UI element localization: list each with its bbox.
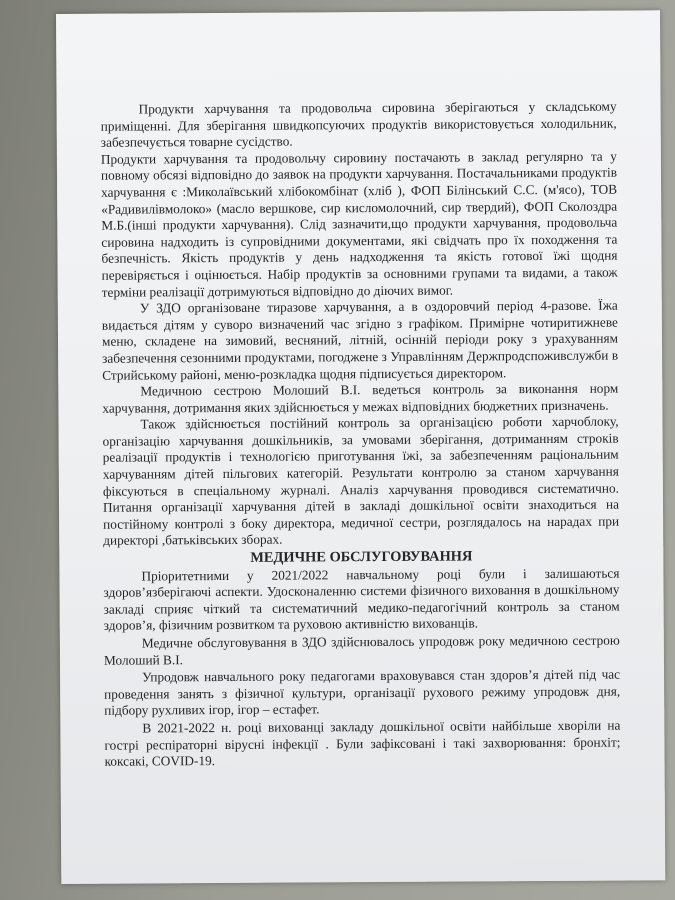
paragraph-medical-service: Медичне обслуговування в ЗДО здійснювалось упродовж року медичною сестрою Молоший В.І. [103, 632, 620, 668]
paragraph-kitchen-control: Також здійснюється постійний контроль за організацією роботи харчоблоку, організацію харчування дошкільників, за умовами зберігання, дотриманням строків реалізації продуктів і технологією приготування їжі, за забезпеченням раціональним харчуванням дітей пільгових категорій. Результати контролю за станом харчування фіксуються в спеціальному журналі. Аналіз харчування проводився систематично. Питання організації харчування дітей в закладі дошкільної освіти знаходиться на постійному контролі з боку директора, медичної сестри, розглядалось на нарадах при директорі ,батьківських зборах. [102, 413, 620, 549]
section-title-medical: МЕДИЧНЕ ОБСЛУГОВУВАННЯ [250, 548, 473, 566]
paragraph-illnesses: В 2021-2022 н. році вихованці закладу дошкільної освіти найбільше хворіли на гострі респіраторні вірусні інфекції . Були зафіксовані і такі захворювання: бронхіт; коксакі, COVID-19. [104, 717, 621, 769]
paragraph-meal-schedule: У ЗДО організоване тиразове харчування, а в оздоровчий період 4-разове. Їжа видається дітям у суворо визначений час згідно з графіком. Примірне чотиритижневе меню, складене на зимовий, весняний, літній, осінній періоди року з урахуванням забезпечення сезонними продуктами, погоджене з Управлінням Держпродспоживслужби в Стрийському районі, меню-розкладка щодня підписується директором. [101, 297, 619, 383]
paragraph-storage: Продукти харчування та продовольча сировина зберігаються у складському приміщенні. Для зберігання швидкопсуючих продуктів використовується холодильник, забезпечується товарне сусідство. [100, 98, 617, 150]
paragraph-suppliers: Продукти харчування та продовольчу сировину постачають в заклад регулярно та у повному обсязі відповідно до заявок на продукти харчування. Постачальниками продуктів харчування є :Миколаївський хлібокомбінат (хліб ), ФОП Білінський С.С. (м'ясо), ТОВ «Радивилівмолоко» (масло вершкове, сир кисломолочний, сир твердий), ФОП Сколоздра М.Б.(інші продукти харчування). Слід зазначити,що продукти харчування, продовольча сировина надходить із супровідними документами, які свідчать про їх походження та безпечність. Якість продуктів у день надходження та якість готової їжі щодня перевіряється і оцінюється. Набір продуктів за основними групами та видами, а також терміни реалізації дотримуються відповідно до діючих вимог. [100, 148, 618, 300]
document-text [101, 99, 621, 771]
document-page [56, 10, 665, 884]
paragraph-physical-activity: Упродовж навчального року педагогами враховувався стан здоров’я дітей під час проведення занять з фізичної культури, організації рухового режиму упродовж дня, підбору рухливих ігор, ігор – естафет. [104, 666, 621, 719]
paragraph-health-priorities: Пріоритетними у 2021/2022 навчальному році були і залишаються здоров’язберігаючі аспекти. Удосконаленню системи фізичного виховання в дошкільному закладі сприяє чіткий та систематичний медико-педагогічний контроль за станом здоров’я, фізичним розвитком та руховою активністю вихованців. [103, 565, 620, 634]
paragraph-nurse-control: Медичною сестрою Молоший В.І. ведеться контроль за виконання норм харчування, дотримання яких здійснюється у межах відповідних бюджетних призначень. [102, 380, 619, 416]
